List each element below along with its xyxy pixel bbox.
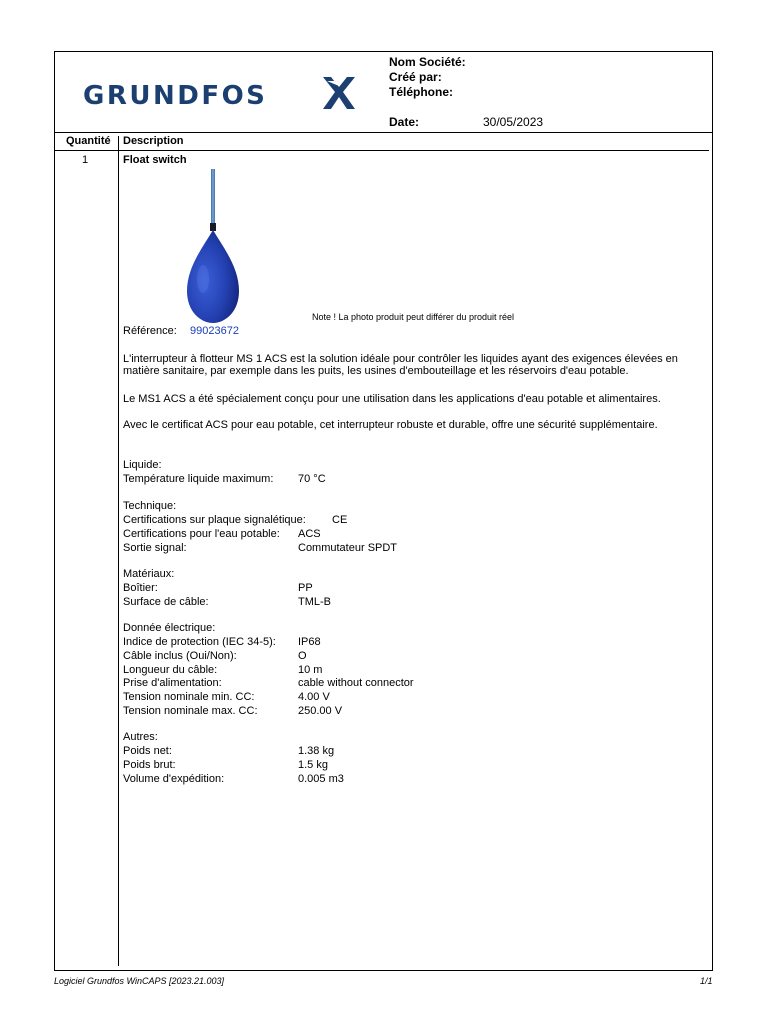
qty-column-header: Quantité bbox=[66, 135, 111, 147]
spec-label: Indice de protection (IEC 34-5): bbox=[123, 636, 276, 648]
description-paragraph: Le MS1 ACS a été spécialement conçu pour une utilisation dans les applications d'eau potable et alimentaires. bbox=[123, 393, 661, 405]
reference-number: 99023672 bbox=[190, 325, 239, 337]
section-title-technique: Technique: bbox=[123, 500, 177, 512]
spec-label: Surface de câble: bbox=[123, 596, 209, 608]
spec-label: Volume d'expédition: bbox=[123, 773, 225, 785]
spec-label: Certifications pour l'eau potable: bbox=[123, 528, 280, 540]
spec-value: 70 °C bbox=[298, 473, 326, 485]
spec-value: 250.00 V bbox=[298, 705, 343, 717]
spec-value: 10 m bbox=[298, 664, 323, 676]
date-value: 30/05/2023 bbox=[483, 115, 544, 129]
column-divider bbox=[118, 136, 119, 966]
spec-label: Certifications sur plaque signalétique: bbox=[123, 514, 306, 526]
spec-label: Boîtier: bbox=[123, 582, 158, 594]
spec-value: O bbox=[298, 650, 307, 662]
quantity-value: 1 bbox=[82, 154, 89, 166]
section-title-electrique: Donnée électrique: bbox=[123, 622, 216, 634]
spec-label: Tension nominale min. CC: bbox=[123, 691, 255, 703]
section-title-materiaux: Matériaux: bbox=[123, 568, 175, 580]
header-divider bbox=[54, 132, 713, 133]
spec-label: Câble inclus (Oui/Non): bbox=[123, 650, 237, 662]
spec-label: Prise d'alimentation: bbox=[123, 677, 222, 689]
grundfos-logo bbox=[83, 73, 363, 113]
section-title-liquide: Liquide: bbox=[123, 459, 162, 471]
spec-value: TML-B bbox=[298, 596, 331, 608]
spec-value: ACS bbox=[298, 528, 321, 540]
spec-value: 1.38 kg bbox=[298, 745, 335, 757]
spec-label: Sortie signal: bbox=[123, 542, 187, 554]
spec-value: 1.5 kg bbox=[298, 759, 328, 771]
spec-value: IP68 bbox=[298, 636, 321, 648]
photo-disclaimer: Note ! La photo produit peut différer du produit réel bbox=[312, 312, 514, 322]
spec-label: Tension nominale max. CC: bbox=[123, 705, 258, 717]
spec-label: Longueur du câble: bbox=[123, 664, 218, 676]
logo-wordmark: GRUNDFOS bbox=[83, 81, 268, 111]
float-switch-photo bbox=[173, 167, 303, 325]
description-paragraph: Avec le certificat ACS pour eau potable, cet interrupteur robuste et durable, offre une sécurité supplémentaire. bbox=[123, 419, 658, 431]
column-header-divider bbox=[54, 150, 709, 151]
page-number: 1/1 bbox=[700, 976, 713, 986]
spec-label: Température liquide maximum: bbox=[123, 473, 274, 485]
spec-value: 0.005 m3 bbox=[298, 773, 344, 785]
spec-value: CE bbox=[332, 514, 348, 526]
section-title-autres: Autres: bbox=[123, 731, 158, 743]
company-label: Nom Société: bbox=[389, 55, 466, 69]
description-column-header: Description bbox=[123, 135, 184, 147]
spec-value: cable without connector bbox=[298, 677, 414, 689]
created-by-label: Créé par: bbox=[389, 70, 442, 84]
software-footer: Logiciel Grundfos WinCAPS [2023.21.003] bbox=[54, 976, 225, 986]
reference-label: Référence: bbox=[123, 325, 177, 337]
spec-label: Poids net: bbox=[123, 745, 172, 757]
spec-label: Poids brut: bbox=[123, 759, 176, 771]
product-title: Float switch bbox=[123, 154, 187, 166]
spec-value: PP bbox=[298, 582, 313, 594]
spec-value: Commutateur SPDT bbox=[298, 542, 398, 554]
grundfos-x-mark-icon bbox=[317, 73, 361, 113]
date-label: Date: bbox=[389, 115, 420, 129]
spec-value: 4.00 V bbox=[298, 691, 330, 703]
description-paragraph: L'interrupteur à flotteur MS 1 ACS est la solution idéale pour contrôler les liquides ayant des exigences élevées en matière sanitaire, par exemple dans les puits, les usines d'embouteillage et les réservoirs d'eau potable. bbox=[123, 353, 678, 377]
phone-label: Téléphone: bbox=[389, 85, 454, 99]
